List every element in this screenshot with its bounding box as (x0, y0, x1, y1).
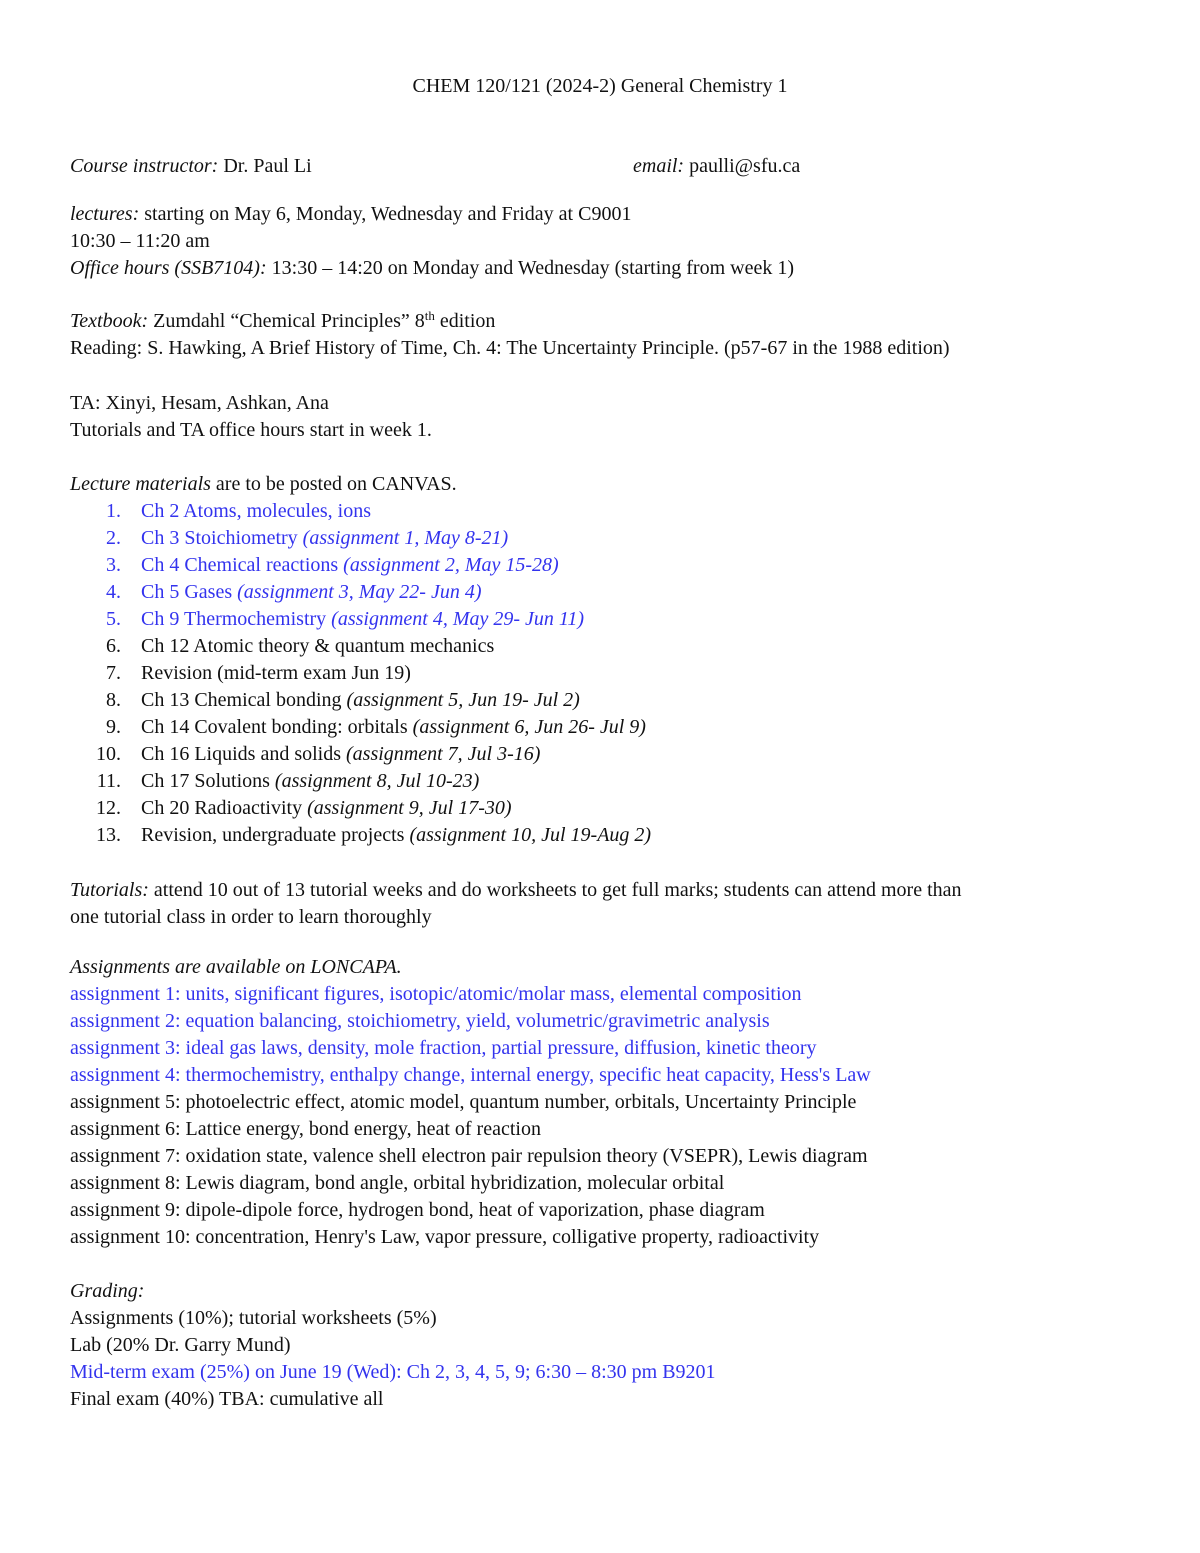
instructor-line (70, 153, 1140, 180)
lecture-assignment: (assignment 4, May 29- Jun 11) (331, 608, 585, 630)
email-block (633, 153, 800, 180)
lecture-topic: Ch 20 Radioactivity (141, 797, 308, 819)
lecture-materials-text: are to be posted on CANVAS. (210, 473, 457, 495)
lecture-number: 4. (106, 581, 121, 603)
lecture-item (70, 822, 1140, 849)
lecture-materials-label: Lecture materials (70, 473, 211, 495)
lecture-assignment: (assignment 1, May 8-21) (302, 527, 509, 549)
grading-lab: Lab (20% Dr. Garry Mund) (70, 1334, 291, 1356)
assignment-list (70, 981, 1140, 1251)
lecture-topic: Ch 12 Atomic theory & quantum mechanics (141, 635, 495, 657)
office-hours-label: Office hours (SSB7104): (70, 257, 267, 279)
lecture-assignment: (assignment 2, May 15-28) (343, 554, 559, 576)
lecture-assignment: (assignment 10, Jul 19-Aug 2) (409, 824, 652, 846)
lecture-number: 11. (96, 770, 121, 792)
lecture-topic: Ch 3 Stoichiometry (141, 527, 303, 549)
lecture-topic: Ch 17 Solutions (141, 770, 275, 792)
assignment-item: assignment 10: concentration, Henry's Law, vapor pressure, colligative property, radioactivity (70, 1226, 820, 1248)
lecture-item (70, 687, 1140, 714)
lecture-assignment: (assignment 7, Jul 3-16) (346, 743, 541, 765)
tutorials-line-2: one tutorial class in order to learn thoroughly (70, 906, 432, 928)
lecture-number: 5. (106, 608, 121, 630)
lecture-item (70, 714, 1140, 741)
lectures-label: lectures: (70, 203, 140, 225)
lecture-item (70, 606, 1140, 633)
tutorials-label: Tutorials: (70, 879, 149, 901)
lecture-item (70, 768, 1140, 795)
lecture-number: 13. (96, 824, 121, 846)
lecture-topic: Revision, undergraduate projects (141, 824, 410, 846)
lecture-topic: Ch 14 Covalent bonding: orbitals (141, 716, 413, 738)
assignment-item: assignment 7: oxidation state, valence shell electron pair repulsion theory (VSEPR), Lewis diagram (70, 1145, 868, 1167)
grading-assignments: Assignments (10%); tutorial worksheets (5%) (70, 1307, 437, 1329)
lecture-assignment: (assignment 6, Jun 26- Jul 9) (412, 716, 646, 738)
grading-label: Grading: (70, 1280, 145, 1302)
tutorials-text: attend 10 out of 13 tutorial weeks and do worksheets to get full marks; students can attend more than (148, 879, 962, 901)
lecture-topic: Ch 13 Chemical bonding (141, 689, 347, 711)
course-title: CHEM 120/121 (2024-2) General Chemistry 1 (412, 75, 788, 97)
lecture-item (70, 795, 1140, 822)
assignment-item: assignment 3: ideal gas laws, density, mole fraction, partial pressure, diffusion, kinetic theory (70, 1037, 817, 1059)
lecture-materials-line (70, 471, 1140, 498)
lecture-item (70, 552, 1140, 579)
lectures-text: starting on May 6, Monday, Wednesday and Friday at C9001 (139, 203, 632, 225)
tutorials-line-1 (70, 877, 1140, 904)
lecture-item (70, 660, 1140, 687)
assignment-item: assignment 4: thermochemistry, enthalpy change, internal energy, specific heat capacity, Hess's Law (70, 1064, 871, 1086)
office-hours-line (70, 255, 1140, 282)
lecture-number: 1. (106, 500, 121, 522)
lecture-topic: Ch 9 Thermochemistry (141, 608, 332, 630)
assignments-block (70, 954, 1140, 1251)
instructor-label: Course instructor: (70, 155, 219, 177)
lecture-number: 7. (106, 662, 121, 684)
office-hours-text: 13:30 – 14:20 on Monday and Wednesday (starting from week 1) (266, 257, 795, 279)
lectures-line (70, 201, 1140, 228)
reading-line: Reading: S. Hawking, A Brief History of Time, Ch. 4: The Uncertainty Principle. (p57-67 in the 1988 edition) (70, 337, 950, 359)
lecture-item (70, 498, 1140, 525)
email-address: paulli@sfu.ca (684, 155, 801, 177)
lecture-assignment: (assignment 5, Jun 19- Jul 2) (346, 689, 580, 711)
textbook-edition: edition (434, 310, 496, 332)
lecture-assignment: (assignment 3, May 22- Jun 4) (237, 581, 482, 603)
tutorials-block (70, 877, 1140, 931)
assignment-item: assignment 5: photoelectric effect, atomic model, quantum number, orbitals, Uncertainty Principle (70, 1091, 857, 1113)
ta-note: Tutorials and TA office hours start in week 1. (70, 419, 432, 441)
ta-names: TA: Xinyi, Hesam, Ashkan, Ana (70, 392, 329, 414)
textbook-label: Textbook: (70, 310, 149, 332)
email-label: email: (633, 155, 685, 177)
instructor-name: Dr. Paul Li (218, 155, 312, 177)
lecture-number: 3. (106, 554, 121, 576)
grading-block (70, 1278, 1140, 1413)
grading-final: Final exam (40%) TBA: cumulative all (70, 1388, 384, 1410)
textbook-block (70, 308, 1140, 362)
assignment-item: assignment 9: dipole-dipole force, hydrogen bond, heat of vaporization, phase diagram (70, 1199, 765, 1221)
schedule-block (70, 201, 1140, 282)
lecture-number: 8. (106, 689, 121, 711)
lecture-topic: Ch 2 Atoms, molecules, ions (141, 500, 371, 522)
lecture-number: 9. (106, 716, 121, 738)
assignment-item: assignment 8: Lewis diagram, bond angle, orbital hybridization, molecular orbital (70, 1172, 725, 1194)
textbook-line (70, 308, 1140, 335)
lecture-topic: Revision (mid-term exam Jun 19) (141, 662, 411, 684)
lecture-number: 2. (106, 527, 121, 549)
lecture-item (70, 633, 1140, 660)
ta-block (70, 390, 1140, 444)
lecture-item (70, 579, 1140, 606)
assignment-item: assignment 6: Lattice energy, bond energy, heat of reaction (70, 1118, 541, 1140)
textbook-edition-sup: th (424, 308, 435, 323)
lecture-number: 10. (96, 743, 121, 765)
grading-midterm: Mid-term exam (25%) on June 19 (Wed): Ch 2, 3, 4, 5, 9; 6:30 – 8:30 pm B9201 (70, 1361, 716, 1383)
lecture-topic: Ch 16 Liquids and solids (141, 743, 347, 765)
lecture-item (70, 741, 1140, 768)
lecture-assignment: (assignment 9, Jul 17-30) (307, 797, 512, 819)
assignments-heading: Assignments are available on LONCAPA. (70, 956, 402, 978)
lecture-materials-block (70, 471, 1140, 849)
lecture-time: 10:30 – 11:20 am (70, 230, 210, 252)
lecture-assignment: (assignment 8, Jul 10-23) (274, 770, 480, 792)
lecture-list (70, 498, 1140, 849)
lecture-topic: Ch 4 Chemical reactions (141, 554, 344, 576)
lecture-item (70, 525, 1140, 552)
lecture-number: 12. (96, 797, 121, 819)
lecture-number: 6. (106, 635, 121, 657)
assignment-item: assignment 2: equation balancing, stoichiometry, yield, volumetric/gravimetric analysis (70, 1010, 770, 1032)
assignment-item: assignment 1: units, significant figures, isotopic/atomic/molar mass, elemental composition (70, 983, 802, 1005)
textbook-title: Zumdahl “Chemical Principles” 8 (148, 310, 425, 332)
lecture-topic: Ch 5 Gases (141, 581, 238, 603)
